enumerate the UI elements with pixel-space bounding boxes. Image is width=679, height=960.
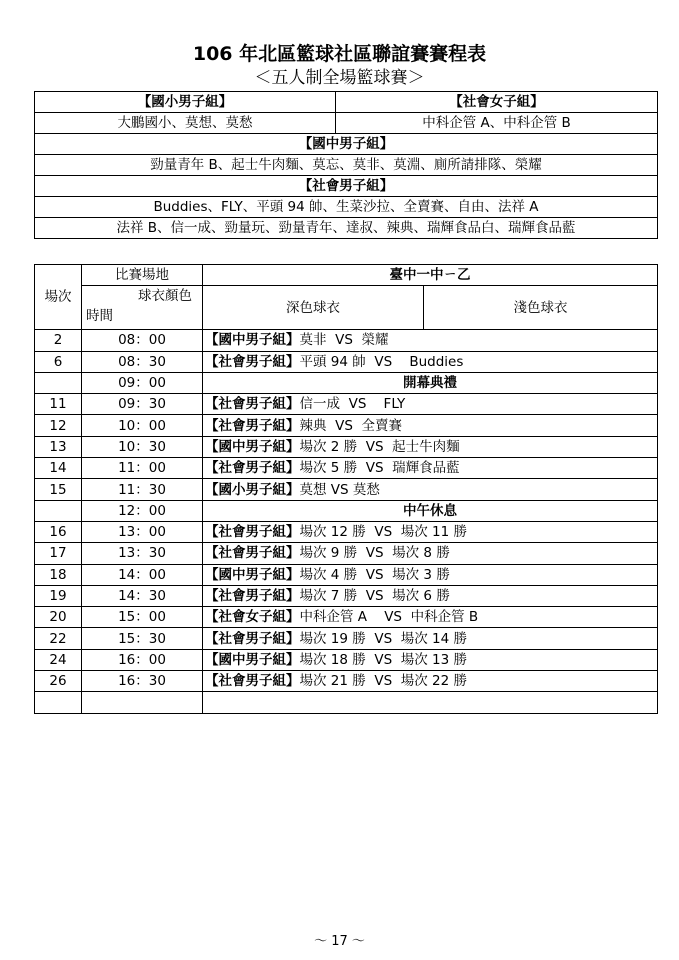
table-row: [35, 436, 658, 457]
matchup: [203, 415, 658, 436]
matchup: [203, 649, 658, 670]
matchup: [203, 585, 658, 606]
social-men-teams-line2: 法祥 B、信一成、勁量玩、勁量青年、達叔、辣典、瑞輝食品白、瑞輝食品藍: [35, 218, 658, 239]
match-number: 6: [35, 351, 82, 372]
match-time: 12：00: [82, 500, 203, 521]
table-row: [35, 415, 658, 436]
light-jersey-header: 淺色球衣: [424, 286, 658, 330]
match-time: 15：30: [82, 628, 203, 649]
social-men-header: 【社會男子組】: [35, 176, 658, 197]
table-row: [35, 649, 658, 670]
group-label: 【社會男子組】: [205, 460, 300, 477]
table-row: [35, 330, 658, 351]
match-time: 16：30: [82, 671, 203, 692]
match-number: 16: [35, 521, 82, 542]
game-teams: 場次 7 勝 VS 場次 6 勝: [299, 588, 450, 604]
match-time: 16：00: [82, 649, 203, 670]
elem-boys-header: 【國小男子組】: [35, 92, 336, 113]
match-number: 24: [35, 649, 82, 670]
match-number: 17: [35, 543, 82, 564]
group-label: 【社會男子組】: [205, 353, 300, 370]
game-teams: 場次 9 勝 VS 場次 8 勝: [299, 545, 450, 562]
venue-name: 臺中一中ㄧ乙: [203, 265, 658, 286]
match-time: 15：00: [82, 607, 203, 628]
match-time: 08：00: [82, 330, 203, 351]
page-title: 106 年北區籃球社區聯誼賽賽程表: [192, 43, 487, 65]
match-time: 09：30: [82, 394, 203, 415]
group-label: 【社會男子組】: [205, 673, 300, 690]
time-label: 時間: [86, 308, 113, 325]
match-number: 2: [35, 330, 82, 351]
matchup: [203, 671, 658, 692]
table-row: [35, 351, 658, 372]
match-number: 20: [35, 607, 82, 628]
elem-boys-teams: 大鵬國小、莫想、莫愁: [35, 113, 336, 134]
matchup: [203, 479, 658, 500]
group-label: 【社會男子組】: [205, 588, 300, 604]
group-label: 【社會女子組】: [205, 609, 300, 626]
match-number: [35, 500, 82, 521]
match-number: 15: [35, 479, 82, 500]
social-women-teams: 中科企管 A、中科企管 B: [336, 113, 658, 134]
table-row: [35, 500, 658, 521]
game-teams: 場次 21 勝 VS 場次 22 勝: [299, 673, 467, 690]
game-teams: 信一成 VS FLY: [299, 396, 406, 413]
match-number: 22: [35, 628, 82, 649]
match-time: 11：00: [82, 458, 203, 479]
match-time: 13：30: [82, 543, 203, 564]
match-number: 18: [35, 564, 82, 585]
matchup: [203, 330, 658, 351]
matchup: [203, 607, 658, 628]
match-number: [35, 692, 82, 713]
match-number: 19: [35, 585, 82, 606]
match-time: 09：00: [82, 372, 203, 393]
table-row: [35, 458, 658, 479]
table-row: [35, 521, 658, 542]
game-teams: 莫想 VS 莫愁: [299, 481, 380, 498]
group-label: 【國中男子組】: [205, 651, 300, 668]
table-row: [35, 394, 658, 415]
game-teams: 場次 19 勝 VS 場次 14 勝: [299, 630, 467, 647]
game-teams: 場次 18 勝 VS 場次 13 勝: [299, 651, 467, 668]
match-number: 26: [35, 671, 82, 692]
game-teams: 中科企管 A VS 中科企管 B: [299, 609, 479, 626]
matchup: [203, 458, 658, 479]
match-time: 11：30: [82, 479, 203, 500]
match-time: 08：30: [82, 351, 203, 372]
group-label: 【社會男子組】: [205, 396, 300, 413]
table-row: [35, 372, 658, 393]
schedule-table: [34, 264, 658, 714]
dark-jersey-header: 深色球衣: [203, 286, 424, 330]
group-label: 【社會男子組】: [205, 417, 300, 434]
game-teams: 場次 5 勝 VS 瑞輝食品藍: [299, 460, 460, 477]
matchup: 中午休息: [203, 500, 658, 521]
table-row: [35, 585, 658, 606]
table-row: [35, 692, 658, 713]
jersey-time-header: [82, 286, 203, 330]
table-row: [35, 543, 658, 564]
group-label: 【國中男子組】: [205, 332, 300, 349]
table-row: [35, 671, 658, 692]
matchup: [203, 351, 658, 372]
game-teams: 辣典 VS 全賣賽: [299, 417, 402, 434]
table-row: [35, 479, 658, 500]
matchup: [203, 436, 658, 457]
match-number: 12: [35, 415, 82, 436]
match-time: 13：00: [82, 521, 203, 542]
group-label: 【社會男子組】: [205, 524, 300, 541]
group-label: 【國中男子組】: [205, 438, 300, 455]
matchup: [203, 628, 658, 649]
game-teams: 場次 12 勝 VS 場次 11 勝: [299, 524, 467, 541]
social-women-header: 【社會女子組】: [336, 92, 658, 113]
table-row: [35, 607, 658, 628]
table-row: [35, 564, 658, 585]
junior-boys-header: 【國中男子組】: [35, 134, 658, 155]
game-teams: 場次 2 勝 VS 起士牛肉麵: [299, 438, 460, 455]
group-label: 【國中男子組】: [205, 566, 300, 583]
matchup: [203, 394, 658, 415]
matchup: 開幕典禮: [203, 372, 658, 393]
match-time: [82, 692, 203, 713]
group-label: 【社會男子組】: [205, 630, 300, 647]
matchup: [203, 564, 658, 585]
matchup: [203, 521, 658, 542]
match-time: 10：30: [82, 436, 203, 457]
match-time: 14：30: [82, 585, 203, 606]
matchup: [203, 543, 658, 564]
group-label: 【社會男子組】: [205, 545, 300, 562]
match-number: [35, 372, 82, 393]
match-time: 10：00: [82, 415, 203, 436]
venue-label: 比賽場地: [82, 265, 203, 286]
table-row: [35, 628, 658, 649]
match-number-header: 場次: [35, 265, 82, 330]
game-teams: 場次 4 勝 VS 場次 3 勝: [299, 566, 450, 583]
social-men-teams-line1: Buddies、FLY、平頭 94 帥、生菜沙拉、全賣賽、自由、法祥 A: [35, 197, 658, 218]
match-number: 14: [35, 458, 82, 479]
match-time: 14：00: [82, 564, 203, 585]
page-subtitle: ＜五人制全場籃球賽＞: [254, 68, 425, 88]
group-label: 【國小男子組】: [205, 481, 300, 498]
matchup: [203, 692, 658, 713]
page-number: ～ 17 ～: [314, 934, 365, 949]
jersey-color-label: 球衣顏色: [138, 288, 192, 305]
game-teams: 莫非 VS 榮耀: [299, 332, 389, 349]
match-number: 13: [35, 436, 82, 457]
match-number: 11: [35, 394, 82, 415]
junior-boys-teams: 勁量青年 B、起士牛肉麵、莫忘、莫非、莫淵、廁所請排隊、榮耀: [35, 155, 658, 176]
game-teams: 平頭 94 帥 VS Buddies: [299, 353, 464, 370]
groups-table: [34, 91, 658, 239]
